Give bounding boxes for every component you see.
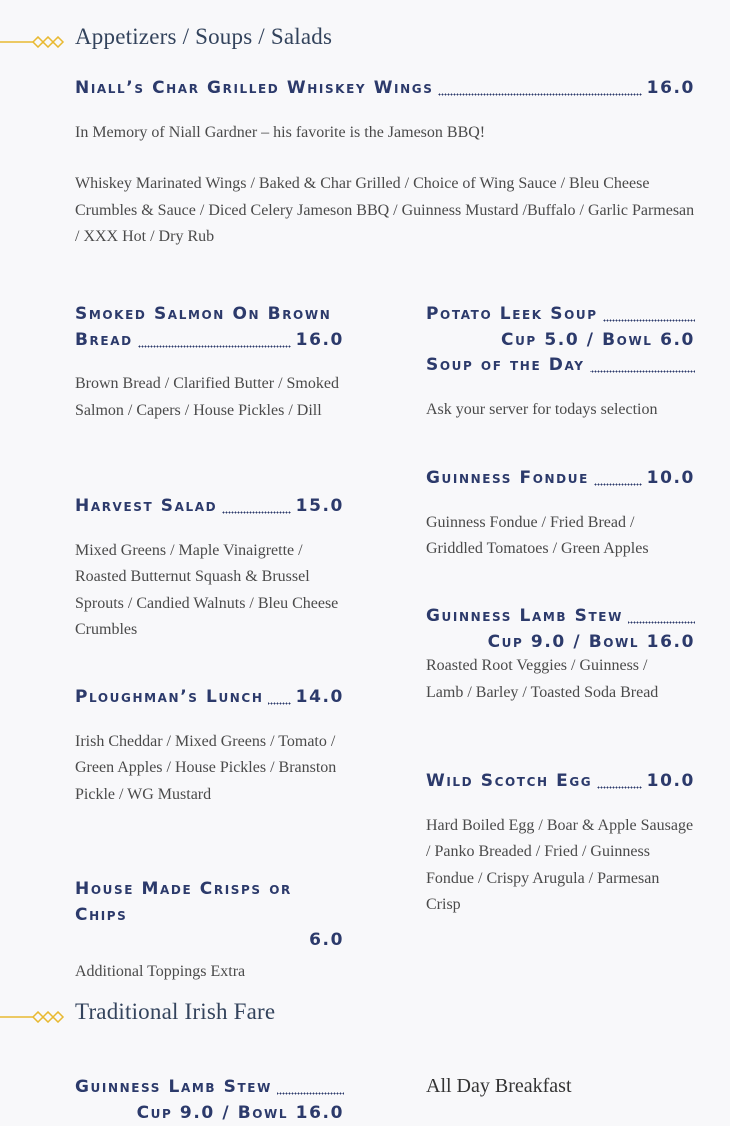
section-header-traditional: [0, 999, 730, 1029]
item-name: Potato Leek Soup: [426, 302, 603, 328]
item-price: 10.0: [642, 468, 695, 488]
item-title-row: [75, 685, 344, 711]
menu-item-ploughmans-lunch: [75, 685, 344, 808]
menu-item-crisps-or-chips: [75, 877, 344, 985]
ornament-divider-icon: [0, 1011, 66, 1023]
item-name-cont: Bread: [75, 328, 138, 354]
menu-item-harvest-salad: [75, 494, 344, 644]
item-name: Guinness Lamb Stew: [75, 1075, 277, 1101]
item-title-row: [75, 328, 344, 354]
item-name: Guinness Fondue: [426, 466, 594, 492]
menu-item-potato-leek-soup: [426, 302, 695, 353]
item-description: Mixed Greens / Maple Vinaigrette / Roasted Butternut Squash & Brussel Sprouts / Candied Walnuts / Bleu Cheese Crumbles: [75, 538, 344, 644]
item-name: Harvest Salad: [75, 494, 222, 520]
item-price: 16.0: [291, 330, 344, 350]
item-note: In Memory of Niall Gardner – his favorite is the Jameson BBQ!: [75, 120, 695, 147]
item-description: Whiskey Marinated Wings / Baked & Char Grilled / Choice of Wing Sauce / Bleu Cheese Crumbles & Sauce / Diced Celery Jameson BBQ / Guinness Mustard /Buffalo / Garlic Parmesan / XXX Hot / Dry Rub: [75, 171, 695, 251]
section-header-appetizers: [0, 24, 730, 54]
item-title-row: [75, 1075, 344, 1101]
item-title-row: [426, 769, 695, 795]
item-title-row: [75, 877, 344, 954]
item-name: Soup of the Day: [426, 353, 590, 379]
item-description: Guinness Fondue / Fried Bread / Griddled Tomatoes / Green Apples: [426, 510, 695, 563]
item-title-row: [426, 466, 695, 492]
item-description: Irish Cheddar / Mixed Greens / Tomato / Green Apples / House Pickles / Branston Pickle / WG Mustard: [75, 729, 344, 809]
item-name: Wild Scotch Egg: [426, 769, 597, 795]
item-name: House Made Crisps or Chips: [75, 877, 344, 928]
item-price: 16.0: [642, 78, 695, 98]
item-price: Cup 5.0 / Bowl 6.0: [426, 328, 695, 354]
item-title-row: [426, 604, 695, 630]
menu-item-wild-scotch-egg: [426, 769, 695, 919]
item-name: Guinness Lamb Stew: [426, 604, 628, 630]
item-description: Brown Bread / Clarified Butter / Smoked Salmon / Capers / House Pickles / Dill: [75, 371, 344, 424]
section-title: Appetizers / Soups / Salads: [75, 24, 332, 50]
item-price: 6.0: [304, 930, 344, 950]
item-price: 10.0: [642, 771, 695, 791]
section-title: Traditional Irish Fare: [75, 999, 275, 1025]
item-description: Hard Boiled Egg / Boar & Apple Sausage / Panko Breaded / Fried / Guinness Fondue / Crispy Arugula / Parmesan Crisp: [426, 813, 695, 919]
menu-item-smoked-salmon: [75, 302, 344, 424]
menu-item-soup-of-the-day: [426, 353, 695, 423]
item-name: Niall’s Char Grilled Whiskey Wings: [75, 76, 438, 102]
item-price: 15.0: [291, 496, 344, 516]
item-description: Ask your server for todays selection: [426, 397, 695, 424]
item-price: Cup 9.0 / Bowl 16.0: [75, 1101, 344, 1126]
item-name: Ploughman’s Lunch: [75, 685, 268, 711]
item-price: Cup 9.0 / Bowl 16.0: [426, 630, 695, 656]
item-title-row: [426, 302, 695, 328]
menu-item-guinness-lamb-stew-2: [75, 1075, 344, 1126]
item-description: Additional Toppings Extra: [75, 959, 344, 986]
item-description: Roasted Root Veggies / Guinness / Lamb / Barley / Toasted Soda Bread: [426, 653, 666, 706]
item-title-row: [75, 494, 344, 520]
item-title-row: [75, 76, 695, 102]
all-day-breakfast-heading: All Day Breakfast: [426, 1075, 572, 1098]
menu-item-wings: [75, 76, 695, 251]
item-title-row: [426, 353, 695, 379]
item-name: Smoked Salmon On Brown: [75, 302, 344, 328]
menu-item-guinness-lamb-stew: [426, 604, 695, 706]
ornament-divider-icon: [0, 36, 66, 48]
menu-item-guinness-fondue: [426, 466, 695, 563]
item-price: 14.0: [291, 687, 344, 707]
